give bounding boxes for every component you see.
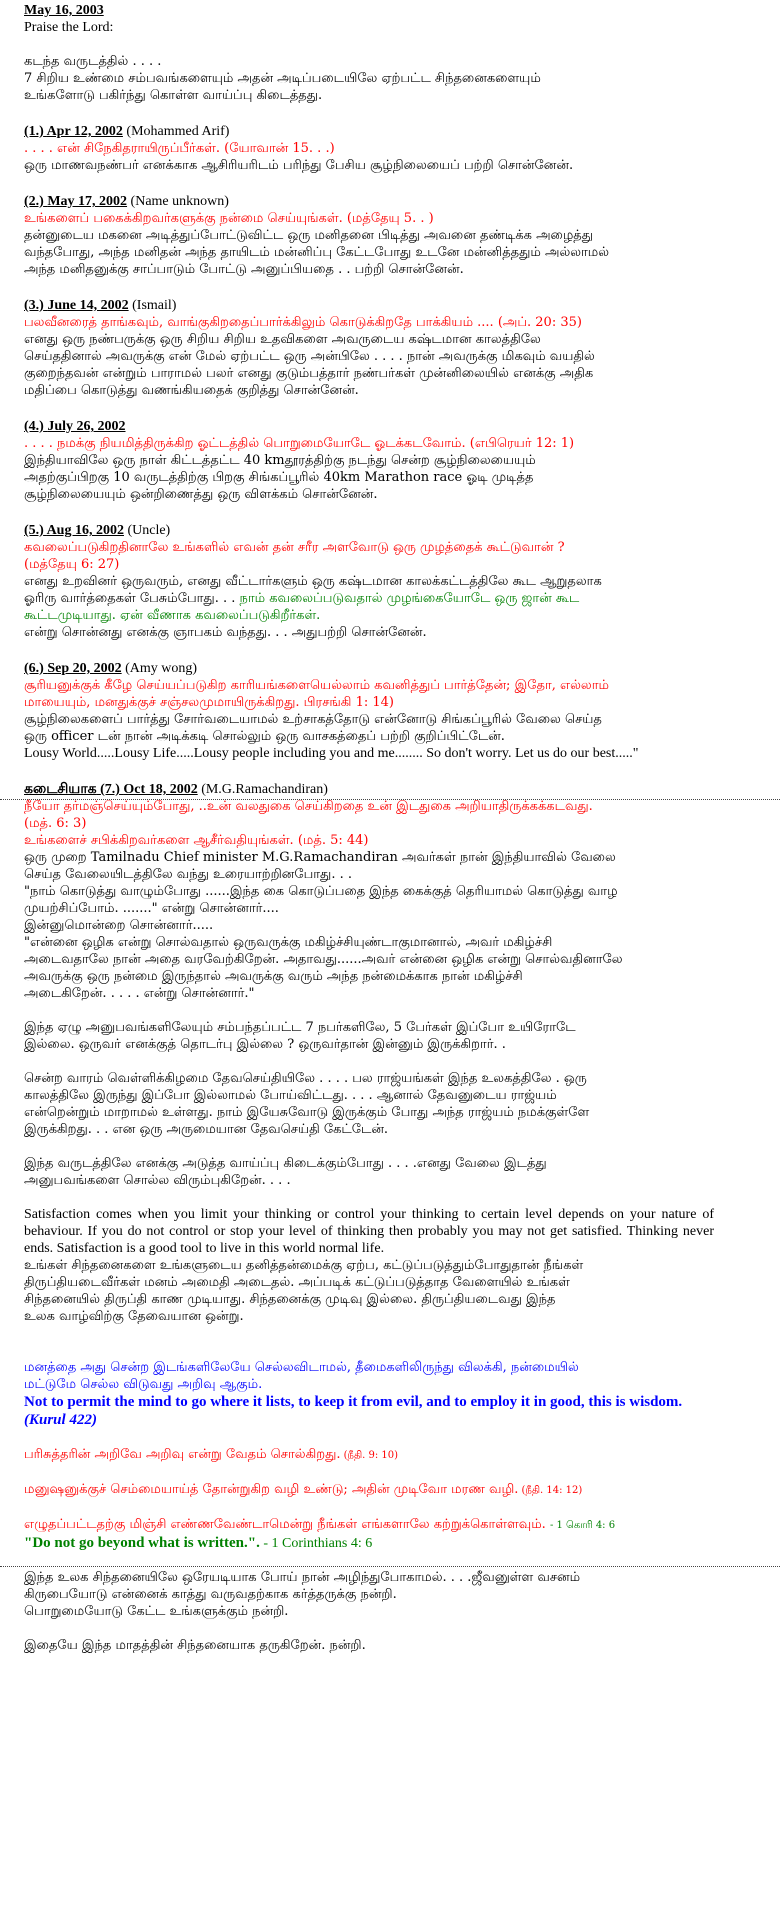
entry-person: (Ismail) xyxy=(132,298,177,313)
entry-body-line: அந்த மனிதனுக்கு சாப்பாடும் போட்டு அனுப்பியதை . . பற்றி சொன்னேன். xyxy=(24,262,464,277)
entry-number: (5.) xyxy=(24,523,44,538)
entry-number: (2.) xyxy=(24,194,44,209)
entry-body-line: அடைவதாலே நான் அதை வரவேற்கிறேன். அதாவது......அவர் என்னை ஒழிக என்று சொல்வதினாலே xyxy=(24,952,623,967)
corinthians-tamil-text: எழுதப்பட்டதற்கு மிஞ்சி எண்ணவேண்டாமென்று நீங்கள் எங்களாலே கற்றுக்கொள்ளவும். xyxy=(24,1517,546,1532)
entry-heading xyxy=(24,193,764,210)
entry-verse: உங்களைப் பகைக்கிறவர்களுக்கு நன்மை செய்யுங்கள். (மத்தேயு 5. . ) xyxy=(24,211,434,226)
entry-person: (Amy wong) xyxy=(125,661,198,676)
intro-line: கடந்த வருடத்தில் . . . . xyxy=(24,54,162,69)
entry-verse: கவலைப்படுகிறதினாலே உங்களில் எவன் தன் சரீர அளவோடு ஒரு முழத்தைக் கூட்டுவான் ? xyxy=(24,540,565,555)
satisfaction-english: Satisfaction comes when you limit your thinking or control your thinking to certain level depends on your nature of behaviour. If you do not control or stop your level of thinking then probably you may not get satisfied. Thinking never ends. Satisfaction is a good tool to live in this world normal life. xyxy=(24,1207,714,1256)
entry-body-line: ஒரு மாணவநண்பர் எனக்காக ஆசிரியரிடம் பரிந்து பேசிய சூழ்நிலையைப் பற்றி சொன்னேன். xyxy=(24,158,574,173)
entry-2 xyxy=(24,193,764,278)
entry-body-line: "நாம் கொடுத்து வாழும்போது ......இந்த கை கொடுப்பதை இந்த கைக்குத் தெரியாமல் கொடுத்து வாழ xyxy=(24,884,618,899)
entry-heading xyxy=(24,522,764,539)
satisfaction-tamil-line: சிந்தனையில் திருப்தி காண முடியாது. சிந்தனைக்கு முடிவு இல்லை. திருப்தியடைவது இந்த xyxy=(24,1292,556,1307)
entry-person: (Uncle) xyxy=(127,523,171,538)
entry-person: (M.G.Ramachandiran) xyxy=(201,782,328,797)
kural-tamil-line: மட்டுமே செல்ல விடுவது அறிவு ஆகும். xyxy=(24,1377,263,1392)
entry-number: (7.) xyxy=(100,782,120,797)
summary-line: காலத்திலே இருந்து இப்போ இல்லாமல் போய்விட்டது. . . . ஆனால் தேவனுடைய ராஜ்யம் xyxy=(24,1088,557,1103)
corinthians-tamil-reference: - 1 கொரி 4: 6 xyxy=(549,1520,616,1531)
summary-line: இல்லை. ஒருவர் எனக்குத் தொடர்பு இல்லை ? ஒருவர்தான் இன்னும் இருக்கிறார். . xyxy=(24,1037,506,1052)
entry-verse: உங்களைச் சபிக்கிறவர்களை ஆசீர்வதியுங்கள். (மத். 5: 44) xyxy=(24,833,369,848)
closing-line: கிருபையோடு என்னைக் காத்து வருவதற்காக கர்த்தருக்கு நன்றி. xyxy=(24,1587,397,1602)
proverb-text: மனுஷனுக்குச் செம்மையாய்த் தோன்றுகிற வழி உண்டு; அதின் முடிவோ மரண வழி. xyxy=(24,1482,519,1497)
entry-person: (Mohammed Arif) xyxy=(126,124,230,139)
entry-5 xyxy=(24,522,764,641)
entry-body-line: முயற்சிப்போம். ......." என்று சொன்னார்.... xyxy=(24,901,279,916)
closing-line: இந்த உலக சிந்தனையிலே ஒரேயடியாக போய் நான் அழிந்துபோகாமல். . . .ஜீவனுள்ள வசனம் xyxy=(24,1570,581,1585)
entry-body-line: தன்னுடைய மகனை அடித்துப்போட்டுவிட்ட ஒரு மனிதனை பிடித்து அவனை தண்டிக்க அழைத்து xyxy=(24,228,594,243)
entry-6 xyxy=(24,660,764,762)
section-divider xyxy=(0,799,780,800)
entry-verse: (மத். 6: 3) xyxy=(24,816,87,831)
entry-verse: . . . . என் சிநேகிதராயிருப்பீர்கள். (யோவான் 15. . .) xyxy=(24,141,335,156)
entry-verse: . . . . நமக்கு நியமித்திருக்கிற ஓட்டத்தில் பொறுமையோடே ஓடக்கடவோம். (எபிரெயர் 12: 1) xyxy=(24,436,575,451)
corinthians-english-text: "Do not go beyond what is written.". xyxy=(24,1535,260,1551)
entry-body-line: சூழ்நிலையையும் ஒன்றிணைத்து ஒரு விளக்கம் சொன்னேன். xyxy=(24,487,378,502)
entry-verse: சூரியனுக்குக் கீழே செய்யப்படுகிற காரியங்களையெல்லாம் கவனித்துப் பார்த்தேன்; இதோ, எல்லாம் xyxy=(24,678,609,693)
section-divider xyxy=(0,1566,780,1567)
entry-body-line: இந்தியாவிலே ஒரு நாள் கிட்டத்தட்ட 40 kmதூரத்திற்கு நடந்து சென்ற சூழ்நிலையையும் xyxy=(24,453,536,468)
proverb-text: பரிசுத்தரின் அறிவே அறிவு என்று வேதம் சொல்கிறது. xyxy=(24,1447,341,1462)
intro-line: உங்களோடு பகிர்ந்து கொள்ள வாய்ப்பு கிடைத்தது. xyxy=(24,88,323,103)
body-text: ஓரிரு வார்த்தைகள் பேசும்போது. . . xyxy=(24,591,240,606)
quoted-text: நாம் கவலைப்படுவதால் முழங்கையோடே ஒரு ஜான் கூட xyxy=(239,591,580,606)
greeting: Praise the Lord: xyxy=(24,20,114,35)
entry-body-line: என்று சொன்னது எனக்கு ஞாபகம் வந்தது. . . அதுபற்றி சொன்னேன். xyxy=(24,625,427,640)
proverb-reference: (நீதி. 14: 12) xyxy=(518,1485,583,1496)
summary-paragraph xyxy=(24,1019,764,1053)
entry-number: (6.) xyxy=(24,661,44,676)
summary-line: இந்த வருடத்திலே எனக்கு அடுத்த வாய்ப்பு கிடைக்கும்போது . . . .எனது வேலை இடத்து xyxy=(24,1156,547,1171)
entry-body-line: அவருக்கு ஒரு நன்மை இருந்தால் அவருக்கு வரும் அந்த நன்மைக்காக நான் மகிழ்ச்சி xyxy=(24,969,523,984)
satisfaction-tamil-line: திருப்தியடைவீர்கள் மனம் அமைதி அடைதல். அப்படிக் கட்டுப்படுத்தாத வேளையில் உங்கள் xyxy=(24,1275,570,1290)
proverb-line xyxy=(24,1446,764,1464)
entry-date: July 26, 2002 xyxy=(47,419,126,434)
kural-reference: (Kurul 422) xyxy=(24,1412,97,1428)
letter-date: May 16, 2003 xyxy=(24,3,104,18)
entry-heading xyxy=(24,123,764,140)
summary-line: என்றென்றும் மாறாமல் உள்ளது. நாம் இயேசுவோடு இருக்கும் போது அந்த ராஜ்யம் நமக்குள்ளே xyxy=(24,1105,590,1120)
entry-body-line: அதற்குப்பிறகு 10 வருடத்திற்கு பிறகு சிங்கப்பூரில் 40km Marathon race ஓடி முடித்த xyxy=(24,470,534,485)
entry-verse: (மத்தேயு 6: 27) xyxy=(24,557,120,572)
entry-date: Oct 18, 2002 xyxy=(123,782,198,797)
entry-body-line: குறைந்தவன் என்றும் பாராமல் பலர் எனது குடும்பத்தார் நண்பர்கள் முன்னிலையில் எனக்கு அதிக xyxy=(24,366,594,381)
entry-prefix: கடைசியாக xyxy=(24,782,97,797)
entry-verse: நீயோ தர்மஞ்செய்யும்போது, ..உன் வலதுகை செய்கிறதை உன் இடதுகை அறியாதிருக்கக்கடவது. xyxy=(24,799,593,814)
corinthians-section xyxy=(24,1516,764,1552)
entry-heading xyxy=(24,660,764,677)
corinthians-english xyxy=(24,1534,764,1552)
entry-body-line: இன்னுமொன்றை சொன்னார்..... xyxy=(24,918,214,933)
summary-line: அனுபவங்களை சொல்ல விரும்புகிறேன். . . . xyxy=(24,1173,291,1188)
satisfaction-tamil-line: உங்கள் சிந்தனைகளை உங்களுடைய தனித்தன்மைக்கு ஏற்ப, கட்டுப்படுத்தும்போதுதான் நீங்கள் xyxy=(24,1258,584,1273)
satisfaction-tamil-line: உலக வாழ்விற்கு தேவையான ஒன்று. xyxy=(24,1309,244,1324)
proverb-line xyxy=(24,1481,764,1499)
entry-body-line: எனது ஒரு நண்பருக்கு ஒரு சிறிய சிறிய உதவிகளை அவருடைய கஷ்டமான காலத்திலே xyxy=(24,332,541,347)
entry-body-line: மதிப்பை கொடுத்து வணங்கியதைக் குறித்து சொன்னேன். xyxy=(24,383,359,398)
entry-3 xyxy=(24,297,764,399)
entry-number: (4.) xyxy=(24,419,44,434)
intro-section xyxy=(24,53,764,104)
entry-7 xyxy=(24,781,764,1002)
entry-body-line: செய்த வேலையிடத்திலே வந்து உரையாற்றினபோது. . . xyxy=(24,867,352,882)
entry-verse: பலவீனரைத் தாங்கவும், வாங்குகிறதைப்பார்க்கிலும் கொடுக்கிறதே பாக்கியம் .... (அப். 20: 35) xyxy=(24,315,582,330)
entry-person: (Name unknown) xyxy=(130,194,229,209)
entry-date: Sep 20, 2002 xyxy=(47,661,122,676)
entry-verse: மாயையும், மனதுக்குச் சஞ்சலமுமாயிருக்கிறது. பிரசங்கி 1: 14) xyxy=(24,695,394,710)
summary-line: இந்த ஏழு அனுபவங்களிலேயும் சம்பந்தப்பட்ட 7 நபர்களிலே, 5 பேர்கள் இப்போ உயிரோடே xyxy=(24,1020,576,1035)
entry-body-line xyxy=(24,590,764,607)
entry-body-line: அடைகிறேன். . . . . என்று சொன்னார்." xyxy=(24,986,255,1001)
kural-tamil-line: மனத்தை அது சென்ற இடங்களிலேயே செல்லவிடாமல், தீமைகளிலிருந்து விலக்கி, நன்மையில் xyxy=(24,1360,579,1375)
entry-body-line: சூழ்நிலைகளைப் பார்த்து சோர்வடையாமல் உற்சாகத்தோடு என்னோடு சிங்கப்பூரில் வேலை செய்த xyxy=(24,712,602,727)
entry-heading xyxy=(24,297,764,314)
entry-heading xyxy=(24,781,764,798)
entry-heading xyxy=(24,418,764,435)
entry-date: June 14, 2002 xyxy=(47,298,129,313)
corinthians-tamil xyxy=(24,1516,764,1534)
summary-line: சென்ற வாரம் வெள்ளிக்கிழமை தேவசெய்தியிலே . . . . பல ராஜ்யங்கள் இந்த உலகத்திலே . ஒரு xyxy=(24,1071,587,1086)
entry-body-line: எனது உறவினர் ஒருவரும், எனது வீட்டார்களும் ஒரு கஷ்டமான காலக்கட்டத்திலே கூட ஆறுதலாக xyxy=(24,574,602,589)
entry-4 xyxy=(24,418,764,503)
entry-date: Apr 12, 2002 xyxy=(46,124,123,139)
quoted-text: கூட்டமுடியாது. ஏன் வீணாக கவலைப்படுகிறீர்கள். xyxy=(24,608,321,623)
entry-body-line: ஒரு முறை Tamilnadu Chief minister M.G.Ramachandiran அவர்கள் நான் இந்தியாவில் வேலை xyxy=(24,850,616,865)
closing-line: பொறுமையோடு கேட்ட உங்களுக்கும் நன்றி. xyxy=(24,1604,289,1619)
lousy-quote: Lousy World.....Lousy Life.....Lousy people including you and me........ So don't worry. Let us do our best....." xyxy=(24,746,639,761)
corinthians-english-reference: - 1 Corinthians 4: 6 xyxy=(259,1536,373,1551)
entry-body-line: வந்தபோது, அந்த மனிதன் அந்த தாயிடம் மன்னிப்பு கேட்டபோது உடனே மன்னித்ததும் அல்லாமல் xyxy=(24,245,610,260)
entry-body-line: செய்ததினால் அவருக்கு என் மேல் ஏற்பட்ட ஒரு அன்பிலே . . . . நான் அவருக்கு மிகவும் வயதில் xyxy=(24,349,595,364)
entry-date: Aug 16, 2002 xyxy=(46,523,124,538)
entry-number: (3.) xyxy=(24,298,44,313)
proverb-reference: (நீதி. 9: 10) xyxy=(340,1450,399,1461)
summary-paragraph xyxy=(24,1070,764,1138)
closing-section xyxy=(24,1569,764,1620)
summary-paragraph xyxy=(24,1155,764,1189)
kural-english xyxy=(24,1393,724,1429)
satisfaction-section xyxy=(24,1206,764,1325)
entry-body-line: "என்னை ஒழிக என்று சொல்வதால் ஒருவருக்கு மகிழ்ச்சியுண்டாகுமானால், அவர் மகிழ்ச்சி xyxy=(24,935,553,950)
summary-line: இருக்கிறது. . . என ஒரு அருமையான தேவசெய்தி கேட்டேன். xyxy=(24,1122,389,1137)
final-line: இதையே இந்த மாதத்தின் சிந்தனையாக தருகிறேன். நன்றி. xyxy=(24,1638,366,1653)
kural-section xyxy=(24,1359,764,1429)
entry-1 xyxy=(24,123,764,174)
intro-line: 7 சிறிய உண்மை சம்பவங்களையும் அதன் அடிப்படையிலே ஏற்பட்ட சிந்தனைகளையும் xyxy=(24,71,541,86)
entry-body-line: ஒரு officer டன் நான் அடிக்கடி சொல்லும் ஒரு வாசகத்தைப் பற்றி குறிப்பிட்டேன். xyxy=(24,729,505,744)
entry-number: (1.) xyxy=(24,124,44,139)
kural-english-text: Not to permit the mind to go where it lists, to keep it from evil, and to employ it in good, this is wisdom. xyxy=(24,1394,683,1410)
entry-date: May 17, 2002 xyxy=(47,194,128,209)
document-body xyxy=(24,2,764,1654)
